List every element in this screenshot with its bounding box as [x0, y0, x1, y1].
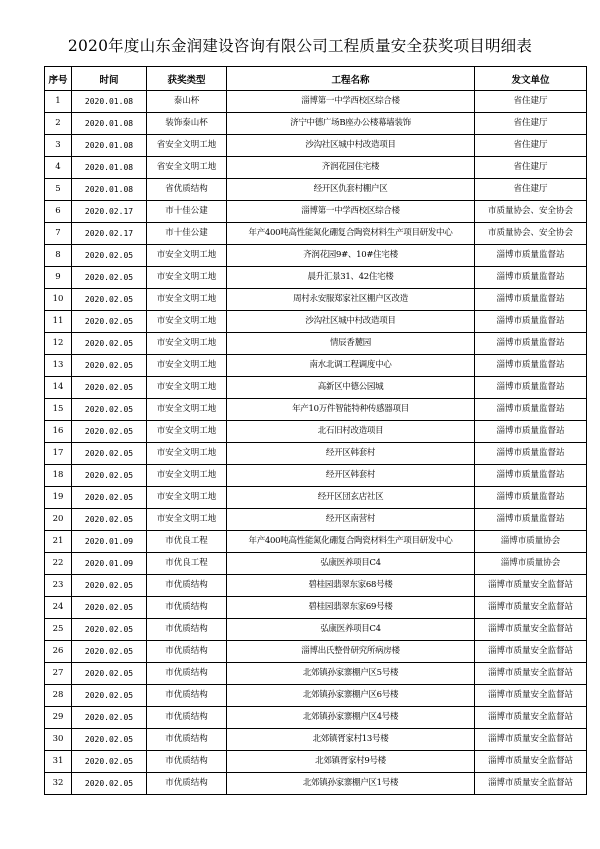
cell-project-name: 周村永安服郑家社区棚户区改造 — [227, 289, 475, 311]
cell-date: 2020.02.05 — [72, 399, 147, 421]
table-row — [45, 465, 587, 487]
cell-project-name: 齐润花园9#、10#住宅楼 — [227, 245, 475, 267]
cell-award-type: 市安全文明工地 — [147, 311, 227, 333]
cell-date: 2020.02.05 — [72, 773, 147, 795]
cell-no: 26 — [45, 641, 72, 663]
table-row — [45, 597, 587, 619]
cell-award-type: 市安全文明工地 — [147, 355, 227, 377]
cell-no: 22 — [45, 553, 72, 575]
cell-no: 17 — [45, 443, 72, 465]
cell-date: 2020.01.09 — [72, 531, 147, 553]
table-row — [45, 685, 587, 707]
cell-issuer: 省住建厅 — [475, 157, 587, 179]
table-row — [45, 289, 587, 311]
cell-issuer: 省住建厅 — [475, 113, 587, 135]
table-row — [45, 729, 587, 751]
cell-issuer: 淄博市质量安全监督站 — [475, 729, 587, 751]
cell-date: 2020.01.08 — [72, 91, 147, 113]
cell-award-type: 市优质结构 — [147, 641, 227, 663]
cell-project-name: 北郊镇胥家村9号楼 — [227, 751, 475, 773]
table-row — [45, 531, 587, 553]
table-row — [45, 333, 587, 355]
cell-date: 2020.02.05 — [72, 685, 147, 707]
cell-issuer: 省住建厅 — [475, 135, 587, 157]
page-title: 2020年度山东金润建设咨询有限公司工程质量安全获奖项目明细表 — [67, 37, 533, 55]
cell-award-type: 市优质结构 — [147, 773, 227, 795]
cell-project-name: 北郊镇孙家寨棚户区4号楼 — [227, 707, 475, 729]
cell-award-type: 市优质结构 — [147, 751, 227, 773]
cell-award-type: 省安全文明工地 — [147, 157, 227, 179]
cell-issuer: 淄博市质量监督站 — [475, 487, 587, 509]
cell-project-name: 淄博第一中学西校区综合楼 — [227, 91, 475, 113]
table-row — [45, 509, 587, 531]
cell-no: 4 — [45, 157, 72, 179]
cell-project-name: 经开区団玄店社区 — [227, 487, 475, 509]
table-row — [45, 311, 587, 333]
cell-issuer: 市质量协会、安全协会 — [475, 223, 587, 245]
cell-award-type: 市优质结构 — [147, 685, 227, 707]
cell-award-type: 市安全文明工地 — [147, 509, 227, 531]
table-row — [45, 663, 587, 685]
cell-issuer: 省住建厅 — [475, 91, 587, 113]
table-row — [45, 355, 587, 377]
table-row — [45, 773, 587, 795]
cell-issuer: 淄博市质量安全监督站 — [475, 773, 587, 795]
cell-award-type: 市十佳公建 — [147, 201, 227, 223]
cell-award-type: 装饰泰山杯 — [147, 113, 227, 135]
cell-project-name: 淄博第一中学西校区综合楼 — [227, 201, 475, 223]
cell-issuer: 淄博市质量监督站 — [475, 509, 587, 531]
cell-no: 5 — [45, 179, 72, 201]
cell-award-type: 市安全文明工地 — [147, 245, 227, 267]
cell-award-type: 市优质结构 — [147, 729, 227, 751]
cell-award-type: 市安全文明工地 — [147, 267, 227, 289]
cell-issuer: 淄博市质量监督站 — [475, 399, 587, 421]
cell-date: 2020.02.05 — [72, 707, 147, 729]
cell-no: 8 — [45, 245, 72, 267]
cell-no: 32 — [45, 773, 72, 795]
cell-issuer: 淄博市质量监督站 — [475, 355, 587, 377]
cell-award-type: 市优质结构 — [147, 707, 227, 729]
cell-project-name: 济宁中德广场B座办公楼幕墙装饰 — [227, 113, 475, 135]
cell-issuer: 淄博市质量安全监督站 — [475, 751, 587, 773]
cell-date: 2020.02.05 — [72, 619, 147, 641]
table-row — [45, 267, 587, 289]
cell-date: 2020.02.05 — [72, 421, 147, 443]
cell-project-name: 经开区韩套村 — [227, 443, 475, 465]
table-row — [45, 487, 587, 509]
cell-date: 2020.02.05 — [72, 487, 147, 509]
cell-no: 1 — [45, 91, 72, 113]
cell-issuer: 淄博市质量安全监督站 — [475, 707, 587, 729]
table-row — [45, 179, 587, 201]
cell-date: 2020.01.08 — [72, 113, 147, 135]
cell-no: 25 — [45, 619, 72, 641]
cell-project-name: 高新区中德公园城 — [227, 377, 475, 399]
cell-no: 10 — [45, 289, 72, 311]
cell-issuer: 淄博市质量监督站 — [475, 443, 587, 465]
cell-no: 21 — [45, 531, 72, 553]
cell-project-name: 北郊镇孙家寨棚户区1号楼 — [227, 773, 475, 795]
table-row — [45, 751, 587, 773]
cell-date: 2020.02.05 — [72, 641, 147, 663]
cell-date: 2020.02.05 — [72, 663, 147, 685]
table-row — [45, 641, 587, 663]
cell-issuer: 淄博市质量协会 — [475, 531, 587, 553]
cell-issuer: 淄博市质量监督站 — [475, 333, 587, 355]
cell-award-type: 市优质结构 — [147, 619, 227, 641]
table-row — [45, 707, 587, 729]
cell-project-name: 年产400吨高性能氮化硼复合陶瓷材料生产项目研发中心 — [227, 223, 475, 245]
table-row — [45, 377, 587, 399]
cell-no: 24 — [45, 597, 72, 619]
cell-date: 2020.02.05 — [72, 289, 147, 311]
cell-award-type: 市优质结构 — [147, 575, 227, 597]
cell-project-name: 淄博出氏整骨研究所病房楼 — [227, 641, 475, 663]
cell-issuer: 淄博市质量安全监督站 — [475, 663, 587, 685]
cell-project-name: 年产400吨高性能氮化硼复合陶瓷材料生产项目研发中心 — [227, 531, 475, 553]
cell-award-type: 市优良工程 — [147, 553, 227, 575]
cell-issuer: 淄博市质量监督站 — [475, 267, 587, 289]
table-row — [45, 619, 587, 641]
cell-date: 2020.02.05 — [72, 443, 147, 465]
cell-no: 14 — [45, 377, 72, 399]
cell-project-name: 经开区韩套村 — [227, 465, 475, 487]
cell-project-name: 弘康医养项目C4 — [227, 553, 475, 575]
cell-date: 2020.02.05 — [72, 267, 147, 289]
cell-project-name: 南水北调工程调度中心 — [227, 355, 475, 377]
cell-project-name: 晨升汇景31、42住宅楼 — [227, 267, 475, 289]
cell-date: 2020.02.05 — [72, 729, 147, 751]
cell-award-type: 市安全文明工地 — [147, 377, 227, 399]
cell-date: 2020.02.17 — [72, 223, 147, 245]
cell-no: 27 — [45, 663, 72, 685]
awards-table — [44, 66, 587, 795]
cell-award-type: 省安全文明工地 — [147, 135, 227, 157]
cell-no: 18 — [45, 465, 72, 487]
cell-award-type: 泰山杯 — [147, 91, 227, 113]
cell-issuer: 淄博市质量监督站 — [475, 377, 587, 399]
cell-no: 3 — [45, 135, 72, 157]
cell-project-name: 北郊镇孙家寨棚户区5号楼 — [227, 663, 475, 685]
table-row — [45, 201, 587, 223]
cell-project-name: 齐润花园住宅楼 — [227, 157, 475, 179]
cell-issuer: 淄博市质量安全监督站 — [475, 597, 587, 619]
cell-no: 30 — [45, 729, 72, 751]
table-row — [45, 91, 587, 113]
table-row — [45, 245, 587, 267]
cell-no: 28 — [45, 685, 72, 707]
cell-project-name: 情辰香麓园 — [227, 333, 475, 355]
cell-project-name: 北郊镇孙家寨棚户区6号楼 — [227, 685, 475, 707]
table-row — [45, 443, 587, 465]
cell-project-name: 年产10万件智能特种传感器项目 — [227, 399, 475, 421]
cell-date: 2020.01.08 — [72, 179, 147, 201]
cell-award-type: 市安全文明工地 — [147, 487, 227, 509]
cell-date: 2020.02.05 — [72, 311, 147, 333]
cell-issuer: 淄博市质量监督站 — [475, 311, 587, 333]
cell-project-name: 北郊镇胥家村13号楼 — [227, 729, 475, 751]
cell-no: 15 — [45, 399, 72, 421]
cell-issuer: 市质量协会、安全协会 — [475, 201, 587, 223]
cell-project-name: 经开区南营村 — [227, 509, 475, 531]
header-issuer: 发文单位 — [475, 67, 587, 91]
cell-project-name: 碧桂园翡翠东家68号楼 — [227, 575, 475, 597]
cell-no: 19 — [45, 487, 72, 509]
table-header-row — [45, 67, 587, 91]
table-row — [45, 399, 587, 421]
table-row — [45, 157, 587, 179]
cell-issuer: 淄博市质量监督站 — [475, 289, 587, 311]
cell-date: 2020.02.05 — [72, 509, 147, 531]
cell-no: 6 — [45, 201, 72, 223]
cell-no: 2 — [45, 113, 72, 135]
cell-project-name: 沙沟社区城中村改造项目 — [227, 311, 475, 333]
header-no: 序号 — [45, 67, 72, 91]
cell-award-type: 市安全文明工地 — [147, 421, 227, 443]
cell-issuer: 淄博市质量安全监督站 — [475, 685, 587, 707]
table-row — [45, 575, 587, 597]
cell-award-type: 市优质结构 — [147, 663, 227, 685]
cell-no: 20 — [45, 509, 72, 531]
cell-date: 2020.02.05 — [72, 465, 147, 487]
table-row — [45, 223, 587, 245]
cell-project-name: 弘康医养项目C4 — [227, 619, 475, 641]
cell-no: 16 — [45, 421, 72, 443]
table-row — [45, 113, 587, 135]
table-body — [45, 91, 587, 795]
cell-date: 2020.01.08 — [72, 157, 147, 179]
cell-award-type: 市安全文明工地 — [147, 289, 227, 311]
cell-date: 2020.02.17 — [72, 201, 147, 223]
cell-issuer: 淄博市质量协会 — [475, 553, 587, 575]
table-row — [45, 135, 587, 157]
cell-date: 2020.02.05 — [72, 377, 147, 399]
cell-date: 2020.02.05 — [72, 333, 147, 355]
cell-no: 13 — [45, 355, 72, 377]
cell-award-type: 市十佳公建 — [147, 223, 227, 245]
table-row — [45, 553, 587, 575]
cell-award-type: 省优质结构 — [147, 179, 227, 201]
cell-no: 11 — [45, 311, 72, 333]
cell-date: 2020.02.05 — [72, 575, 147, 597]
cell-no: 29 — [45, 707, 72, 729]
cell-date: 2020.02.05 — [72, 751, 147, 773]
cell-award-type: 市安全文明工地 — [147, 333, 227, 355]
cell-project-name: 北石旧村改造项目 — [227, 421, 475, 443]
cell-award-type: 市优良工程 — [147, 531, 227, 553]
header-award-type: 获奖类型 — [147, 67, 227, 91]
cell-no: 9 — [45, 267, 72, 289]
cell-project-name: 碧桂园翡翠东家69号楼 — [227, 597, 475, 619]
cell-issuer: 淄博市质量安全监督站 — [475, 619, 587, 641]
cell-date: 2020.02.05 — [72, 597, 147, 619]
header-project-name: 工程名称 — [227, 67, 475, 91]
cell-award-type: 市安全文明工地 — [147, 399, 227, 421]
cell-issuer: 淄博市质量安全监督站 — [475, 575, 587, 597]
cell-project-name: 沙沟社区城中村改造项目 — [227, 135, 475, 157]
header-date: 时间 — [72, 67, 147, 91]
table-row — [45, 421, 587, 443]
cell-award-type: 市安全文明工地 — [147, 465, 227, 487]
cell-date: 2020.02.05 — [72, 355, 147, 377]
cell-award-type: 市优质结构 — [147, 597, 227, 619]
cell-date: 2020.02.05 — [72, 245, 147, 267]
cell-date: 2020.01.09 — [72, 553, 147, 575]
cell-no: 12 — [45, 333, 72, 355]
cell-issuer: 淄博市质量安全监督站 — [475, 641, 587, 663]
cell-issuer: 淄博市质量监督站 — [475, 245, 587, 267]
cell-issuer: 省住建厅 — [475, 179, 587, 201]
cell-no: 7 — [45, 223, 72, 245]
cell-date: 2020.01.08 — [72, 135, 147, 157]
cell-issuer: 淄博市质量监督站 — [475, 465, 587, 487]
cell-project-name: 经开区仇套村棚户区 — [227, 179, 475, 201]
cell-no: 23 — [45, 575, 72, 597]
cell-no: 31 — [45, 751, 72, 773]
cell-award-type: 市安全文明工地 — [147, 443, 227, 465]
cell-issuer: 淄博市质量监督站 — [475, 421, 587, 443]
